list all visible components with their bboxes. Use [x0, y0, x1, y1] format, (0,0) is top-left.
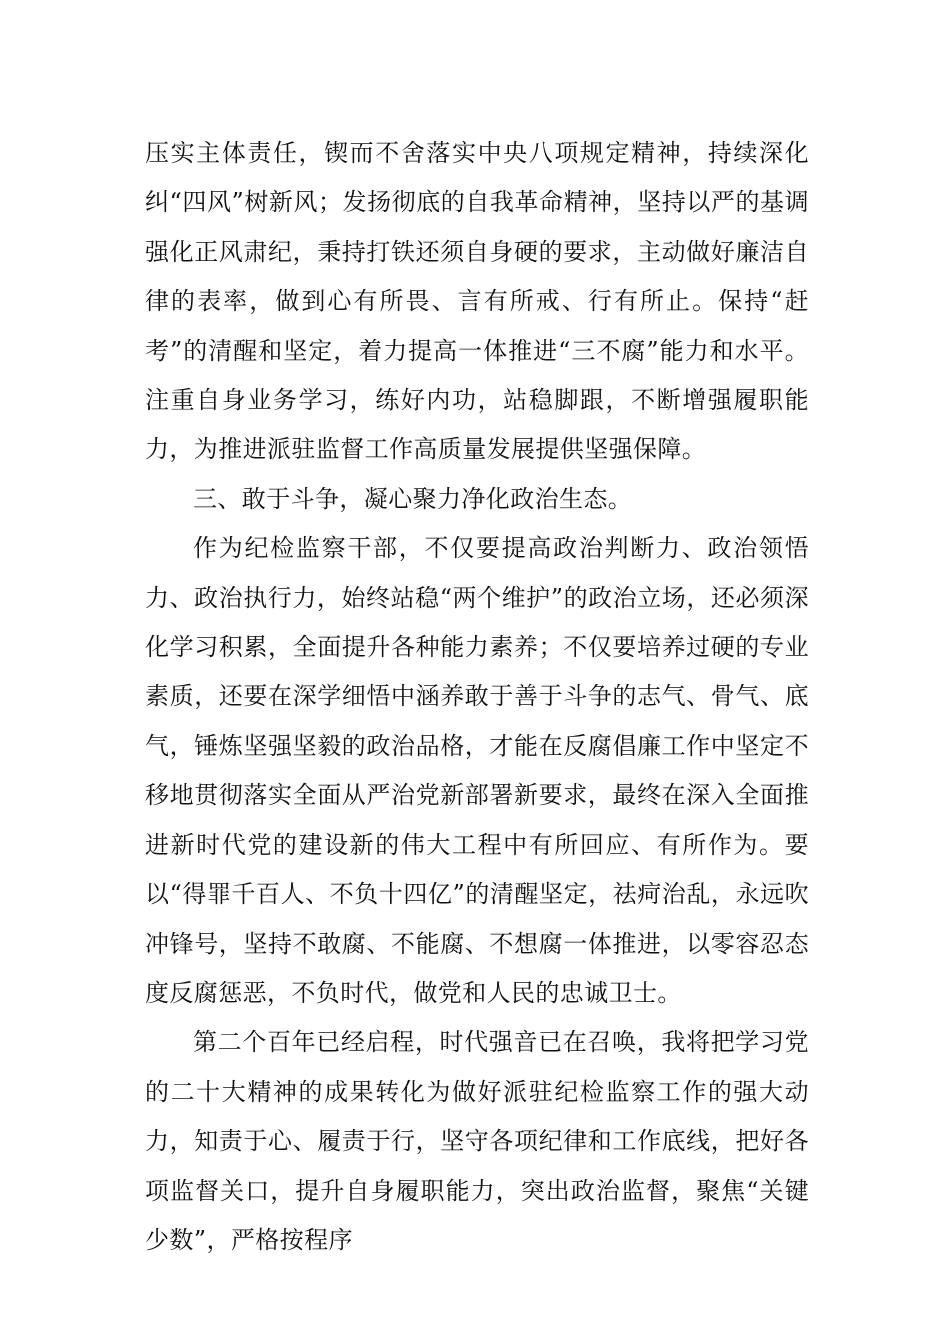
section-heading-three: 三、敢于斗争，凝心聚力净化政治生态。	[193, 484, 633, 513]
paragraph-second-centenary: 第二个百年已经启程，时代强音已在召唤，我将把学习党的二十大精神的成果转化为做好派驻纪检监察工作的强大动力，知责于心、履责于行，坚守各项纪律和工作底线，把好各项监督关口，提升自身履职能力，突出政治监督，聚焦“关键少数”，严格按程序	[145, 1028, 809, 1254]
paragraph-continuation: 压实主体责任，锲而不舍落实中央八项规定精神，持续深化纠“四风”树新风；发扬彻底的自我革命精神，坚持以严的基调强化正风肃纪，秉持打铁还须自身硬的要求，主动做好廉洁自律的表率，做到心有所畏、言有所戒、行有所止。保持“赶考”的清醒和坚定，着力提高一体推进“三不腐”能力和水平。注重自身业务学习，练好内功，站稳脚跟，不断增强履职能力，为推进派驻监督工作高质量发展提供坚强保障。	[145, 139, 809, 464]
document-body	[145, 129, 809, 1265]
paragraph-cadre-duties: 作为纪检监察干部，不仅要提高政治判断力、政治领悟力、政治执行力，始终站稳“两个维护”的政治立场，还必须深化学习积累，全面提升各种能力素养；不仅要培养过硬的专业素质，还要在深学细悟中涵养敢于善于斗争的志气、骨气、底气，锤炼坚强坚毅的政治品格，才能在反腐倡廉工作中坚定不移地贯彻落实全面从严治党新部署新要求，最终在深入全面推进新时代党的建设新的伟大工程中有所回应、有所作为。要以“得罪千百人、不负十四亿”的清醒坚定，祛疴治乱，永远吹冲锋号，坚持不敢腐、不能腐、不想腐一体推进，以零容忍态度反腐惩恶，不负时代，做党和人民的忠诚卫士。	[145, 534, 809, 1007]
